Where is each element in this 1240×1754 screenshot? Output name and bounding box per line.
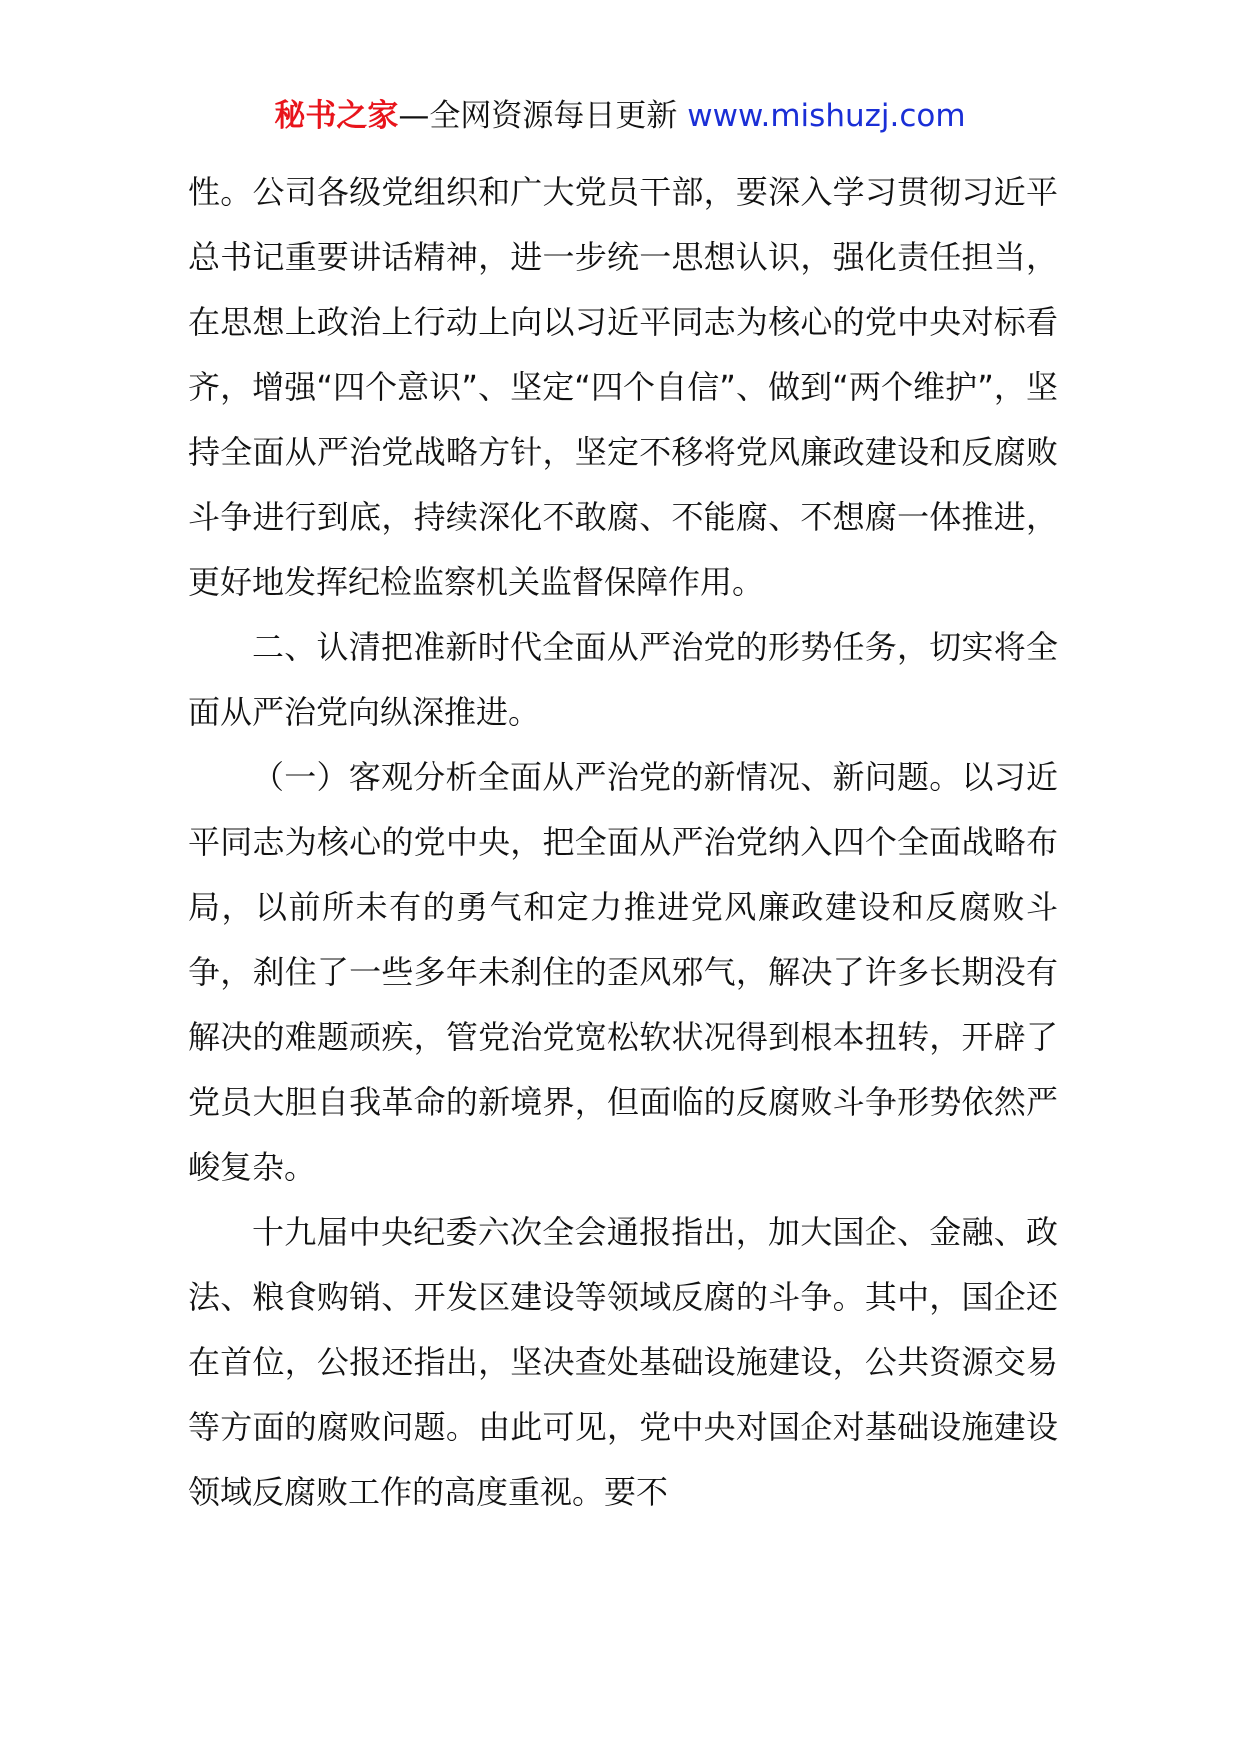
page-header <box>0 96 1240 136</box>
subsection-heading-1: （一）客观分析全面从严治党的新情况、新问题。以习近平同志为核心的党中央，把全面从严治党纳入四个全面战略布局，以前所未有的勇气和定力推进党风廉政建设和反腐败斗争，刹住了一些多年未刹住的歪风邪气，解决了许多长期没有解决的难题顽疾，管党治党宽松软状况得到根本扭转，开辟了党员大胆自我革命的新境界，但面临的反腐败斗争形势依然严峻复杂。 <box>188 758 1058 1186</box>
paragraph-plenum-report: 十九届中央纪委六次全会通报指出，加大国企、金融、政法、粮食购销、开发区建设等领域反腐的斗争。其中，国企还在首位，公报还指出，坚决查处基础设施建设，公共资源交易等方面的腐败问题。由此可见，党中央对国企对基础设施建设领域反腐败工作的高度重视。要不 <box>188 1213 1058 1511</box>
header-tagline: —全网资源每日更新 <box>398 98 688 134</box>
brand-name: 秘书之家 <box>274 98 399 134</box>
document-body <box>188 160 1058 1525</box>
site-url: www.mishuzj.com <box>687 98 966 134</box>
paragraph-continuation: 性。公司各级党组织和广大党员干部，要深入学习贯彻习近平总书记重要讲话精神，进一步统一思想认识，强化责任担当，在思想上政治上行动上向以习近平同志为核心的党中央对标看齐，增强“四个意识”、坚定“四个自信”、做到“两个维护”，坚持全面从严治党战略方针，坚定不移将党风廉政建设和反腐败斗争进行到底，持续深化不敢腐、不能腐、不想腐一体推进，更好地发挥纪检监察机关监督保障作用。 <box>188 173 1058 601</box>
section-heading-2: 二、认清把准新时代全面从严治党的形势任务，切实将全面从严治党向纵深推进。 <box>188 628 1058 731</box>
